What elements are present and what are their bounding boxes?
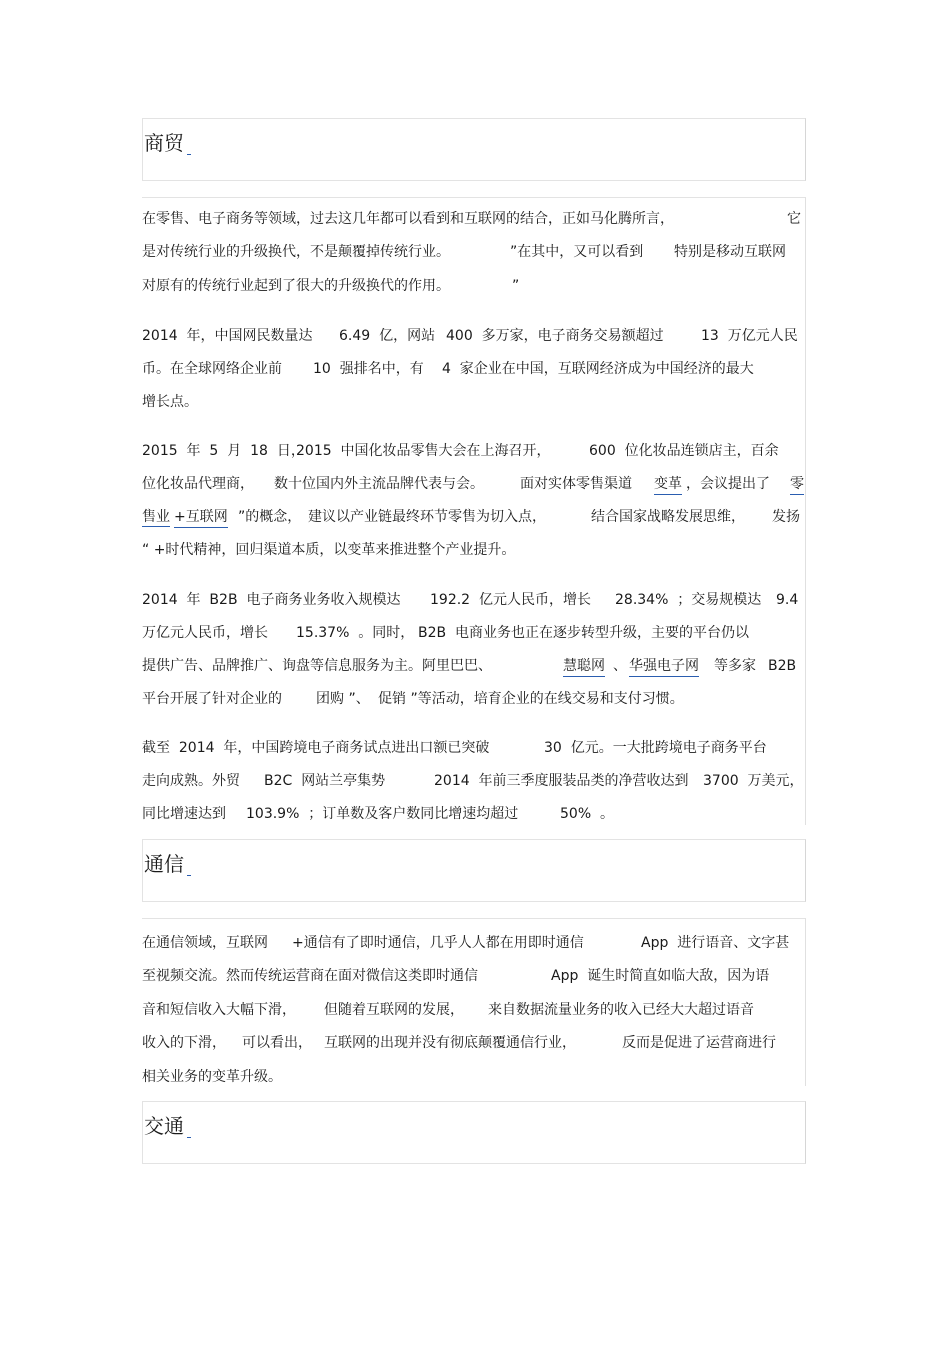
section-title-commerce: 商贸 [144,131,184,155]
heading-link-mark [187,1135,191,1138]
paragraph-line: 位化妆品代理商， 数十位国内外主流品牌代表与会。 面对实体零售渠道 变革 ，会议提出了 零 [142,475,804,493]
link-internet-plus[interactable]: +互联网 [174,508,228,528]
link-hqew[interactable]: 华强电子网 [629,657,699,677]
section-title-telecom: 通信 [144,852,184,876]
section-heading-commerce [142,118,806,181]
section-body-telecom [142,918,806,1086]
link-retail-cont[interactable]: 售业 [142,509,170,525]
paragraph-line: 是对传统行业的升级换代，不是颠覆掉传统行业。 ”在其中，又可以看到 特别是移动互联网 [142,244,786,260]
paragraph-line: 在通信领域，互联网 +通信有了即时通信，几乎人人都在用即时通信 App 进行语音、文字甚 [142,935,790,951]
paragraph-line: 同比增速达到 103.9% ；订单数及客户数同比增速均超过 50% 。 [142,806,615,822]
paragraph-line: 2015 年 5 月 18 日， 2015 中国化妆品零售大会在上海召开， 600 位化妆品连锁店主，百余 [142,443,779,459]
paragraph-line: 相关业务的变革升级。 [142,1069,282,1085]
paragraph-line: 走向成熟。外贸 B2C 网站兰亭集势 2014 年前三季度服装品类的净营收达到 3700 万美元， [142,773,804,789]
paragraph-line: 2014 年，中国网民数量达 6.49 亿，网站 400 多万家，电子商务交易额超过 13 万亿元人民 [142,328,798,344]
heading-link-mark [187,152,191,155]
paragraph-line: 币。在全球网络企业前 10 强排名中，有 4 家企业在中国，互联网经济成为中国经济的最大 [142,361,754,377]
paragraph-line: 收入的下滑， 可以看出， 互联网的出现并没有彻底颠覆通信行业， 反而是促进了运营商进行 [142,1035,776,1051]
paragraph-line: 2014 年 B2B 电子商务业务收入规模达 192.2 亿元人民币，增长 28.34% ；交易规模达 9.4 [142,592,799,608]
paragraph-line: 平台开展了针对企业的 团购 ”、 促销 ”等活动，培育企业的在线交易和支付习惯。 [142,691,684,707]
paragraph-line: 增长点。 [142,394,198,410]
section-heading-transport [142,1101,806,1164]
paragraph-line: 在零售、电子商务等领域，过去这几年都可以看到和互联网的结合，正如马化腾所言， 它 [142,211,801,227]
paragraph-line: “ +时代精神，回归渠道本质，以变革来推进整个产业提升。 [142,542,516,558]
link-reform[interactable]: 变革 [654,475,682,495]
section-heading-telecom [142,839,806,902]
paragraph-line: 提供广告、品牌推广、询盘等信息服务为主。阿里巴巴、 慧聪网 、 华强电子网 等多家 B2B [142,657,804,675]
paragraph-line: 售业 +互联网 ”的概念， 建议以产业链最终环节零售为切入点， 结合国家战略发展思维， 发扬 [142,508,804,526]
paragraph-line: 至视频交流。然而传统运营商在面对微信这类即时通信 App 诞生时简直如临大敌，因为语 [142,968,770,984]
section-body-commerce [142,197,806,825]
link-hc360[interactable]: 慧聪网 [563,657,605,677]
paragraph-line: 万亿元人民币，增长 15.37% 。同时， B2B 电商业务也正在逐步转型升级，主要的平台仍以 [142,625,750,641]
paragraph-line: 音和短信收入大幅下滑， 但随着互联网的发展， 来自数据流量业务的收入已经大大超过语音 [142,1002,754,1018]
link-retail[interactable]: 零 [790,475,804,495]
section-title-transport: 交通 [144,1114,184,1138]
paragraph-line: 截至 2014 年，中国跨境电子商务试点进出口额已突破 30 亿元。一大批跨境电子商务平台 [142,740,767,756]
paragraph-line: 对原有的传统行业起到了很大的升级换代的作用。 ” [142,278,520,294]
heading-link-mark [187,873,191,876]
